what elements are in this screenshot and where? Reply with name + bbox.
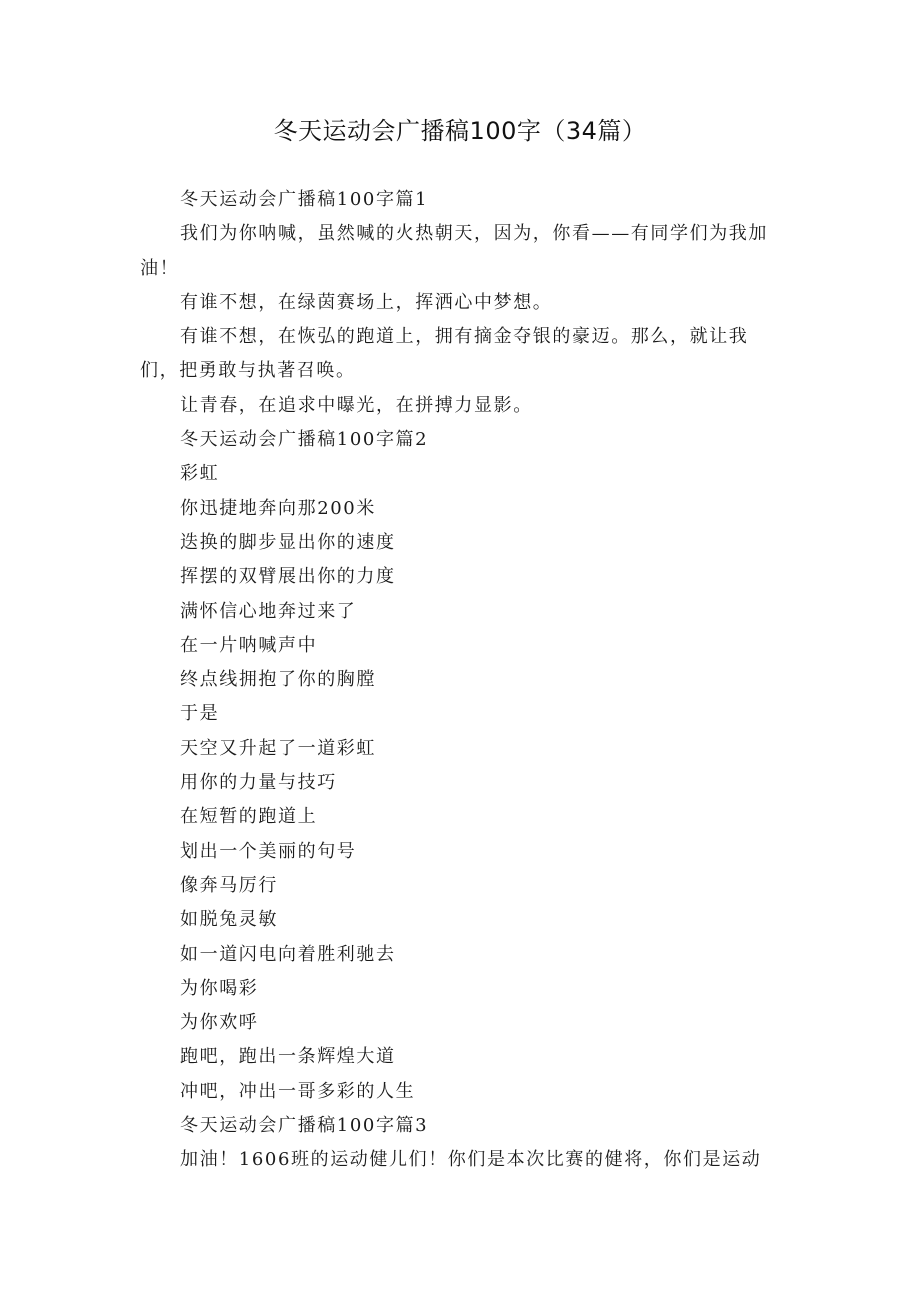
poem-line: 在一片呐喊声中	[180, 634, 318, 656]
poem-line: 如一道闪电向着胜利驰去	[180, 943, 396, 965]
poem-line: 满怀信心地奔过来了	[180, 600, 357, 622]
poem-line: 迭换的脚步显出你的速度	[180, 531, 396, 553]
paragraph: 有谁不想，在绿茵赛场上，挥洒心中梦想。	[180, 291, 553, 313]
poem-line: 用你的力量与技巧	[180, 772, 337, 794]
paragraph: 让青春，在追求中曝光，在拼搏力显影。	[180, 394, 533, 416]
paragraph: 有谁不想，在恢弘的跑道上，拥有摘金夺银的豪迈。那么，就让我们，把勇敢与执著召唤。	[140, 326, 749, 382]
section-heading: 冬天运动会广播稿100字篇2	[180, 429, 429, 451]
poem-line: 于是	[180, 703, 220, 725]
section-heading: 冬天运动会广播稿100字篇3	[180, 1115, 429, 1137]
poem-line: 为你欢呼	[180, 1012, 259, 1034]
poem-line: 跑吧，跑出一条辉煌大道	[180, 1046, 396, 1068]
poem-title: 彩虹	[180, 463, 220, 485]
poem-line: 挥摆的双臂展出你的力度	[180, 566, 396, 588]
poem-line: 在短暂的跑道上	[180, 806, 318, 828]
paragraph: 加油！1606班的运动健儿们！你们是本次比赛的健将，你们是运动	[180, 1149, 762, 1171]
section-heading: 冬天运动会广播稿100字篇1	[180, 189, 429, 210]
poem-line: 天空又升起了一道彩虹	[180, 737, 376, 759]
poem-line: 冲吧，冲出一哥多彩的人生	[180, 1080, 416, 1102]
poem-line: 你迅捷地奔向那200米	[180, 497, 376, 519]
poem-line: 终点线拥抱了你的胸膛	[180, 669, 376, 691]
document-body	[140, 183, 786, 1178]
poem-line: 为你喝彩	[180, 977, 259, 999]
poem-line: 像奔马厉行	[180, 874, 278, 896]
poem-line: 划出一个美丽的句号	[180, 840, 357, 862]
document-title: 冬天运动会广播稿100字（34篇）	[273, 117, 647, 145]
poem-line: 如脱兔灵敏	[180, 909, 278, 931]
paragraph: 我们为你呐喊，虽然喊的火热朝天，因为，你看——有同学们为我加油！	[140, 223, 768, 279]
